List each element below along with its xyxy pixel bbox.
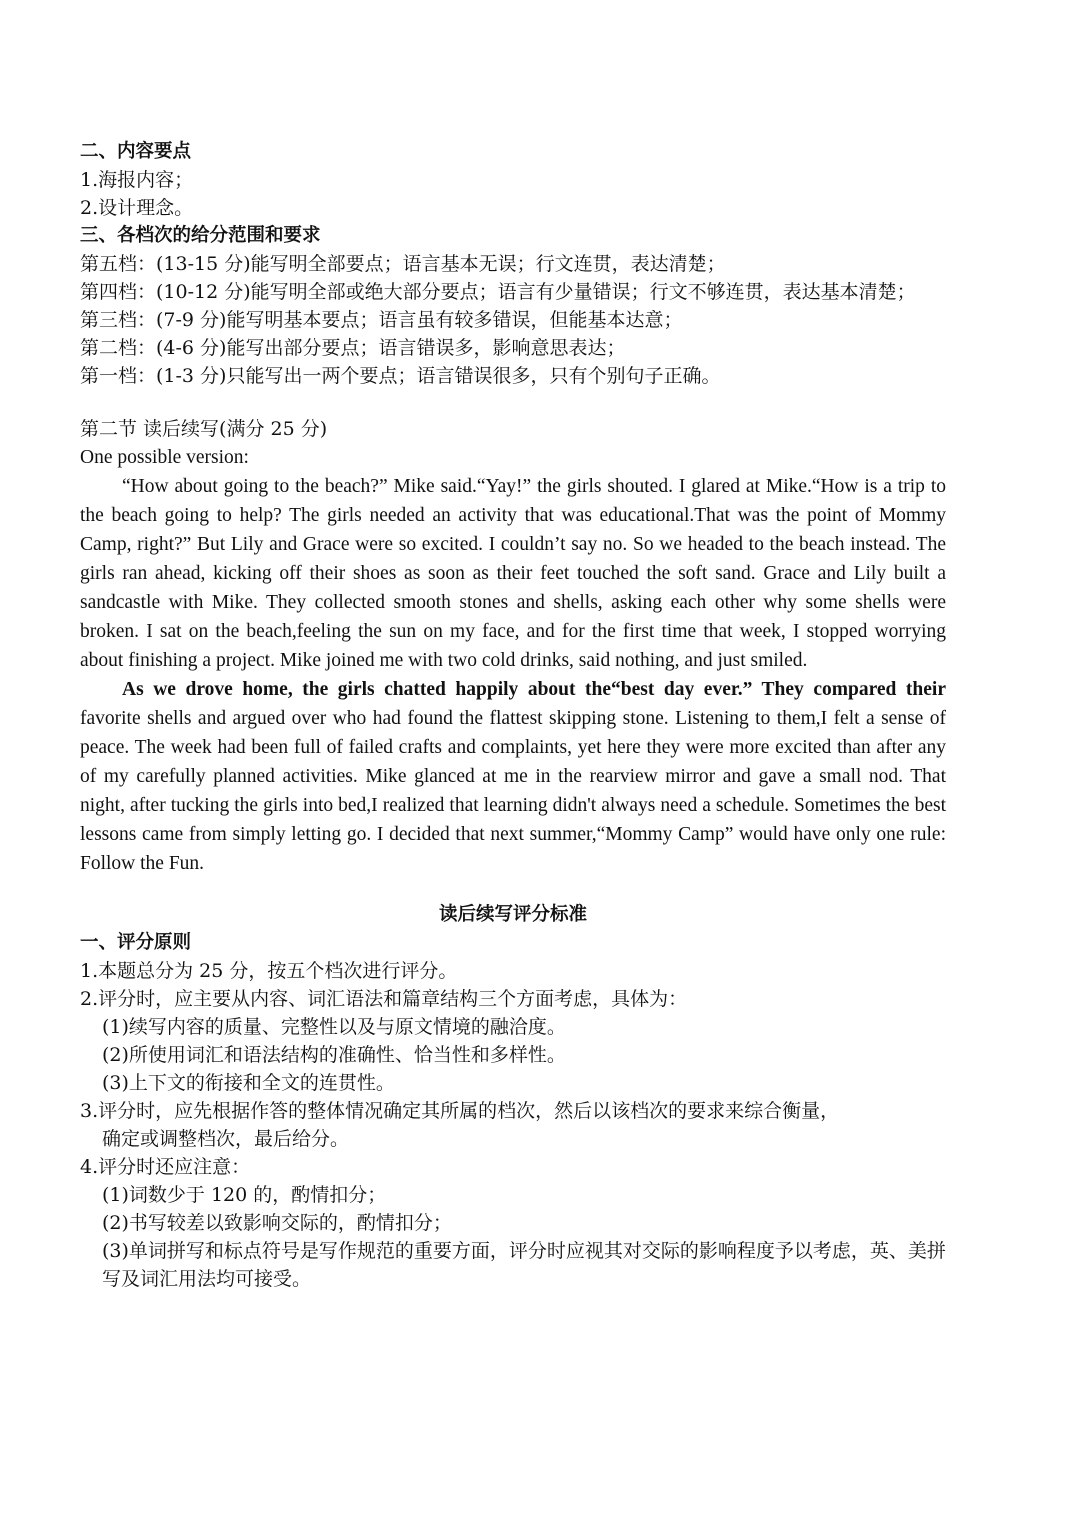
criteria-subpoint: (1)续写内容的质量、完整性以及与原文情境的融洽度。 [102, 1016, 566, 1038]
section-heading-grading-levels: 三、各档次的给分范围和要求 [80, 225, 321, 246]
part-two-title: 第二节 读后续写(满分 25 分) [80, 418, 328, 440]
grade-level-1: 第一档：(1-3 分)只能写出一两个要点；语言错误很多，只有个别句子正确。 [80, 365, 721, 387]
grade-level-5: 第五档：(13-15 分)能写明全部要点；语言基本无误；行文连贯，表达清楚； [80, 253, 726, 275]
essay-paragraph-2-opening: As we drove home, the girls chatted happily about the“best day ever.” They compared their [122, 679, 946, 700]
criteria-heading-principles: 一、评分原则 [80, 932, 192, 953]
essay-paragraph-1: “How about going to the beach?” Mike said.“Yay!” the girls shouted. I glared at Mike.“How is a trip to the beach going to help? The girls needed an activity that was educational.That was the point of Mommy Camp, right?” But Lily and Grace were so excited. I couldn’t say no. So we headed to the beach instead. The girls ran ahead, kicking off their shoes as soon as their feet touched the soft sand. Grace and Lily built a sandcastle with Mike. They collected smooth stones and shells, asking each other why some shells were broken. I sat on the beach,feeling the sun on my face, and for the first time that week, I stopped worrying about finishing a project. Mike joined me with two cold drinks, said nothing, and just smiled. [80, 476, 946, 671]
criteria-point-3: 3.评分时，应先根据作答的整体情况确定其所属的档次，然后以该档次的要求来综合衡量， [80, 1100, 840, 1122]
essay-paragraph-2 [80, 675, 946, 878]
grade-level-4: 第四档：(10-12 分)能写明全部或绝大部分要点；语言有少量错误；行文不够连贯，表达基本清楚； [80, 281, 916, 303]
content-point-item: 2.设计理念。 [80, 197, 194, 219]
essay-paragraph-2-body: favorite shells and argued over who had found the flattest skipping stone. Listening to them,I felt a sense of peace. The week had been full of failed crafts and complaints, yet here they were more excited than after any of my carefully planned activities. Mike glanced at me in the rearview mirror and gave a small nod. That night, after tucking the girls into bed,I realized that learning didn't always need a schedule. Sometimes the best lessons came from simply letting go. I decided that next summer,“Mommy Camp” would have only one rule: Follow the Fun. [80, 708, 946, 874]
grade-level-3: 第三档：(7-9 分)能写明基本要点；语言虽有较多错误，但能基本达意； [80, 309, 683, 331]
criteria-subpoint: (2)所使用词汇和语法结构的准确性、恰当性和多样性。 [102, 1044, 566, 1066]
criteria-title: 读后续写评分标准 [438, 904, 587, 925]
document-page [80, 138, 946, 1293]
version-label: One possible version: [80, 447, 249, 468]
criteria-point-3-continued: 确定或调整档次，最后给分。 [102, 1128, 350, 1150]
spacer [80, 390, 946, 415]
criteria-point-2: 2.评分时，应主要从内容、词汇语法和篇章结构三个方面考虑，具体为： [80, 988, 688, 1010]
spacer [80, 878, 946, 901]
criteria-point-4: 4.评分时还应注意： [80, 1156, 251, 1178]
criteria-subpoint: (3)上下文的衔接和全文的连贯性。 [102, 1072, 395, 1094]
content-point-item: 1.海报内容； [80, 169, 194, 191]
criteria-subpoint: (3)单词拼写和标点符号是写作规范的重要方面，评分时应视其对交际的影响程度予以考虑，英、美拼写及词汇用法均可接受。 [102, 1240, 946, 1290]
criteria-point-1: 1.本题总分为 25 分，按五个档次进行评分。 [80, 960, 458, 982]
grade-level-2: 第二档：(4-6 分)能写出部分要点；语言错误多，影响意思表达； [80, 337, 626, 359]
criteria-subpoint: (2)书写较差以致影响交际的，酌情扣分； [102, 1212, 452, 1234]
section-heading-content-points: 二、内容要点 [80, 141, 192, 162]
criteria-subpoint: (1)词数少于 120 的，酌情扣分； [102, 1184, 387, 1206]
